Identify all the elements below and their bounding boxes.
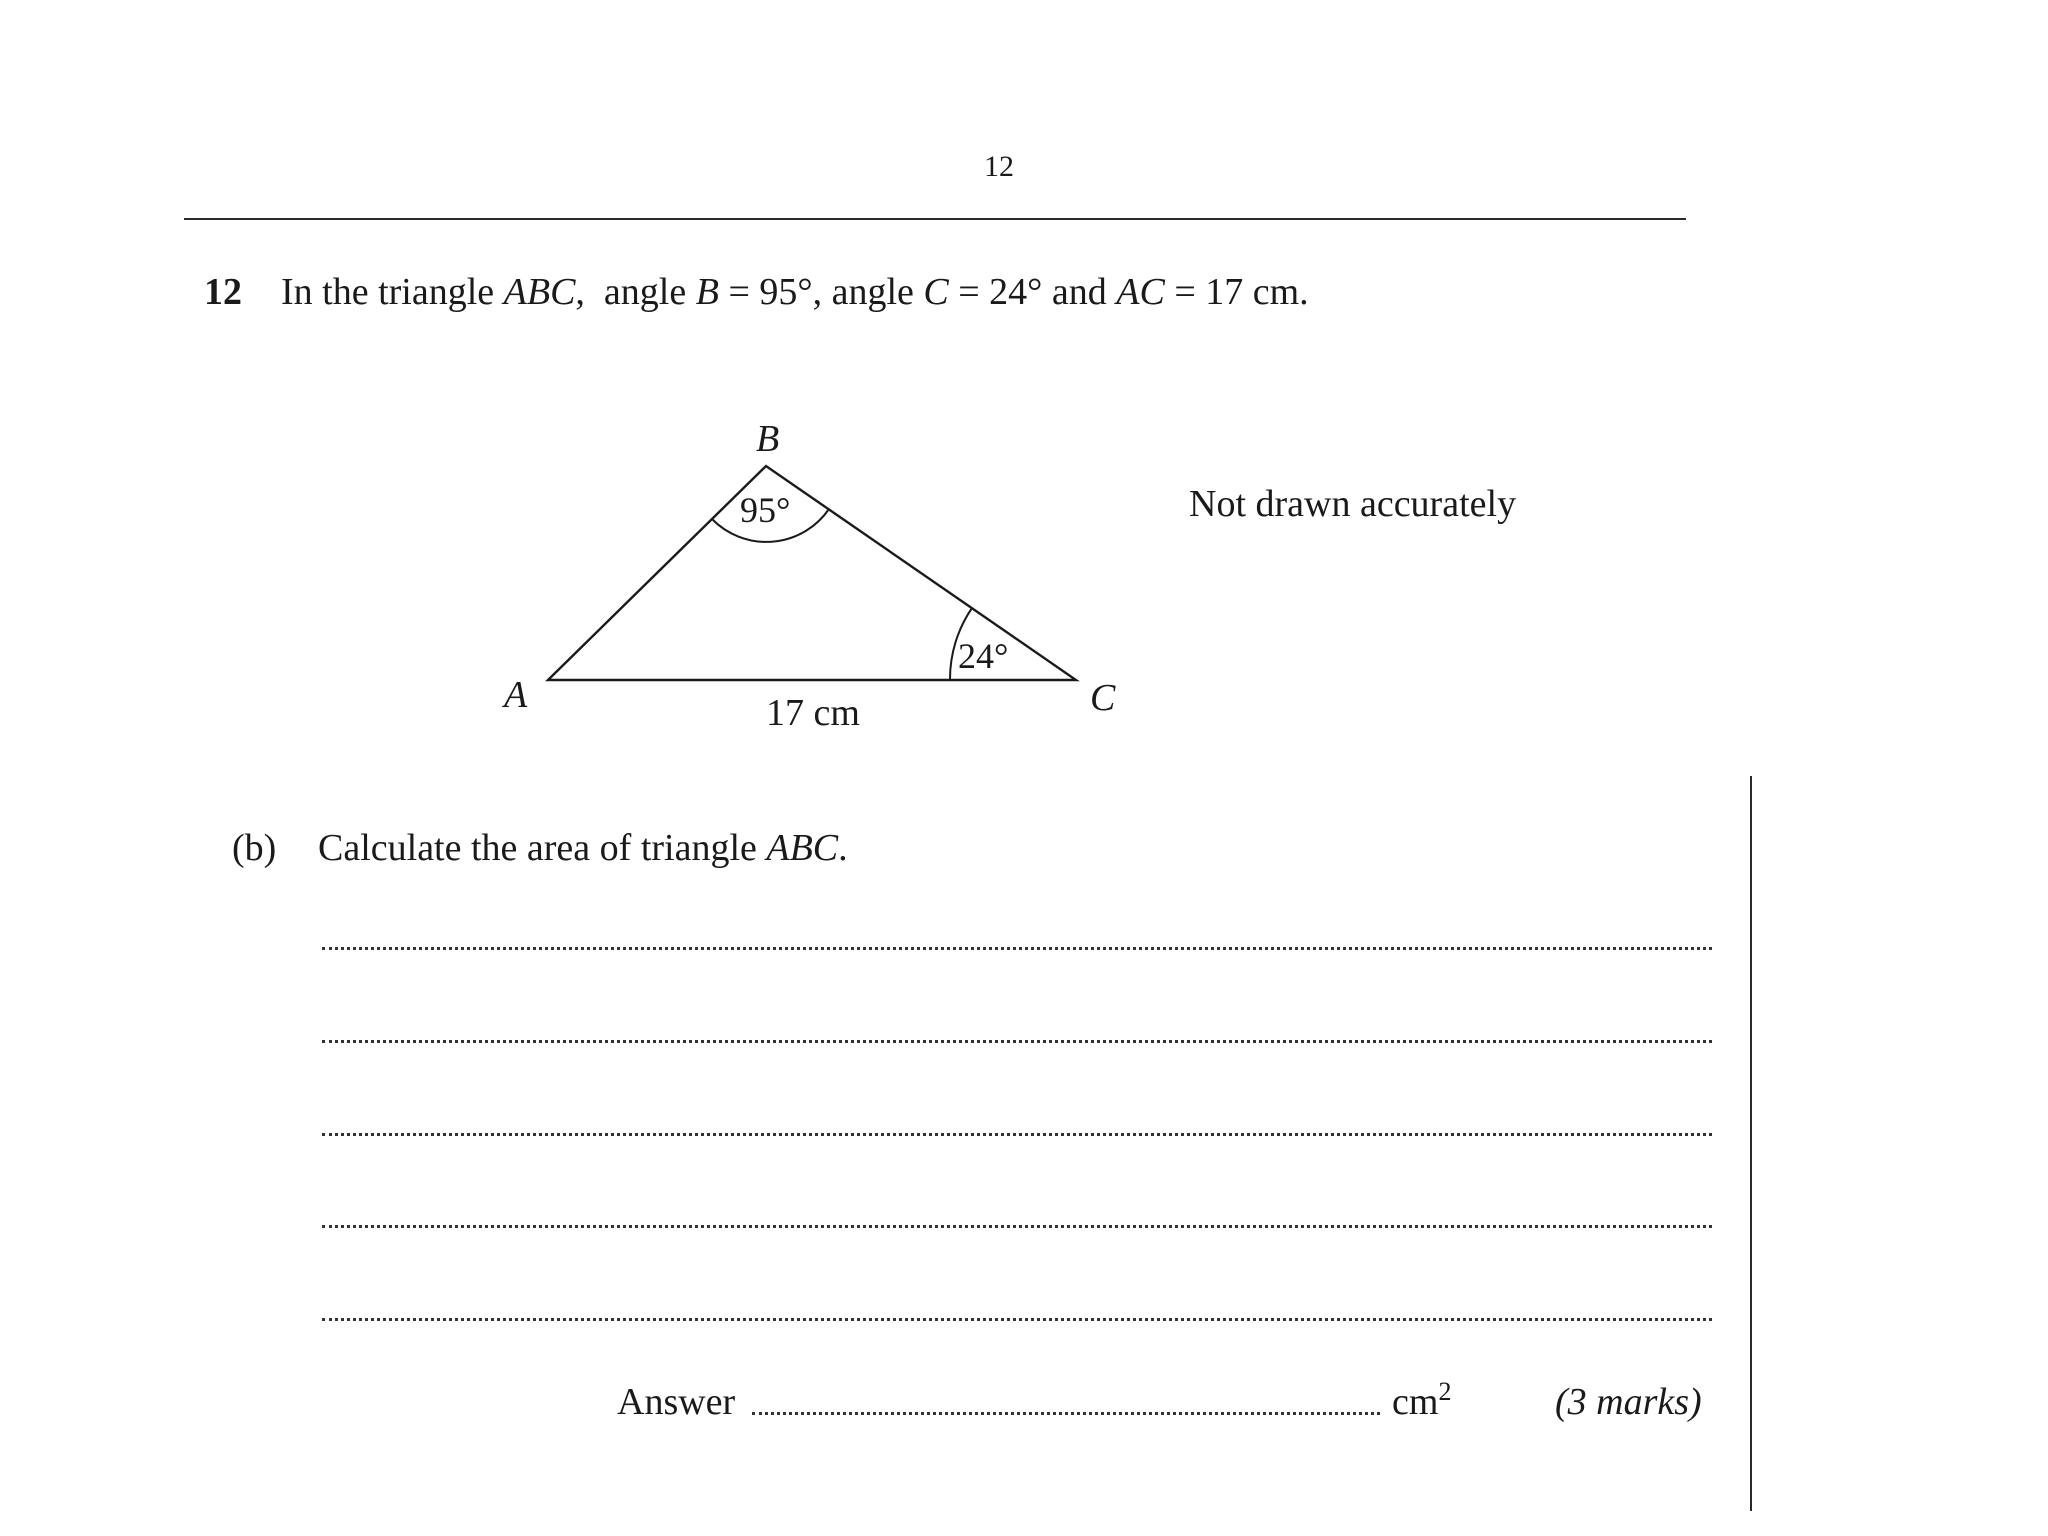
answer-line[interactable]	[752, 1412, 1380, 1415]
side-ac-length: 17 cm	[766, 692, 860, 734]
working-line[interactable]	[322, 1040, 1712, 1043]
vertex-b-label: B	[756, 418, 780, 460]
question-number: 12	[204, 271, 242, 313]
angle-c-value: 24°	[958, 636, 1009, 676]
working-line[interactable]	[322, 1133, 1712, 1136]
triangle-abc	[548, 466, 1076, 680]
not-drawn-accurately-note: Not drawn accurately	[1189, 483, 1517, 525]
marks-label: (3 marks)	[1555, 1381, 1702, 1423]
angle-c-arc	[950, 608, 972, 680]
part-b-prompt: Calculate the area of triangle ABC.	[318, 827, 848, 869]
answer-label: Answer	[617, 1381, 736, 1423]
vertex-a-label: A	[504, 674, 528, 716]
working-line[interactable]	[322, 1225, 1712, 1228]
answer-unit: $cm^2$	[1392, 1377, 1452, 1423]
angle-b-value: 95°	[740, 490, 791, 530]
part-b-label: (b)	[232, 827, 277, 869]
vertex-c-label: C	[1090, 677, 1116, 719]
top-rule	[184, 218, 1686, 220]
question-text: In the triangle ABC, angle B = 95°, angle C = 24° and AC = 17 cm.	[281, 271, 1309, 313]
margin-rule	[1750, 776, 1752, 1511]
page-number: 12	[984, 152, 1014, 176]
working-line[interactable]	[322, 1318, 1712, 1321]
angle-b-arc	[712, 509, 829, 542]
working-line[interactable]	[322, 947, 1712, 950]
